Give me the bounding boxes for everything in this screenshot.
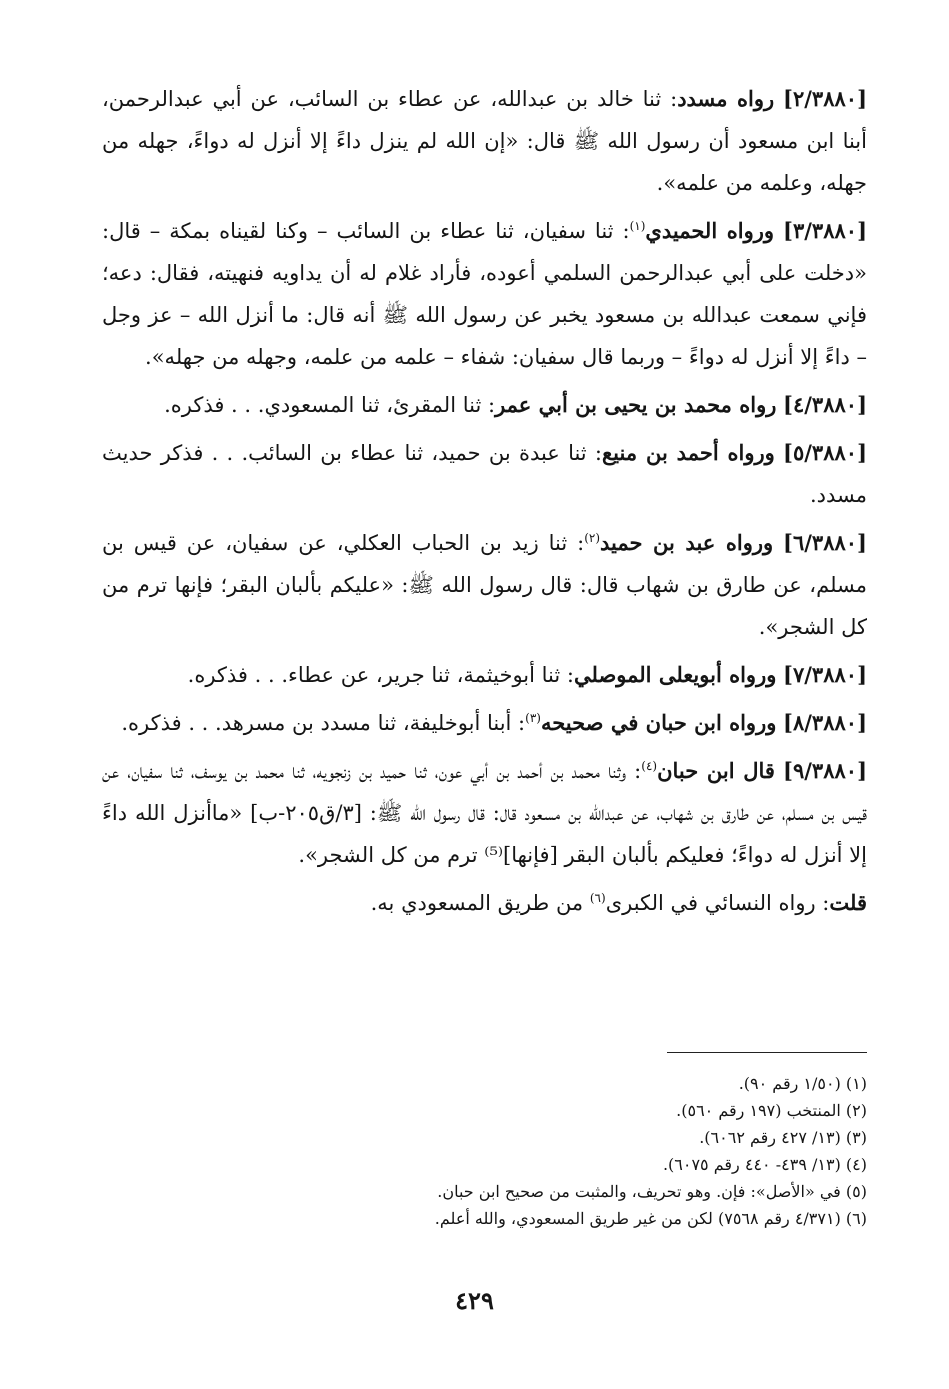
- entry-7: [102, 654, 867, 696]
- entry-text: : ثنا خالد بن عبدالله، عن عطاء بن السائب، عن أبي عبدالرحمن، أبنا ابن مسعود أن رسول الله ﷺ قال: «إن الله لم ينزل داءً إلا أنزل له دواءً، جهله من جهله، وعلمه من علمه».: [102, 87, 867, 195]
- entry-text: : ثنا زيد بن الحباب العكلي، عن سفيان، عن قيس بن مسلم، عن طارق بن شهاب قال: قال رسول الله ﷺ: «عليكم بألبان البقر؛ فإنها ترم من كل الشجر».: [102, 531, 867, 639]
- entry-label: رواه مسدد: [677, 86, 775, 111]
- entry-label: ورواه أبويعلى الموصلي: [574, 662, 777, 687]
- entry-ref: [٥/٣٨٨٠]: [783, 440, 867, 465]
- entry-ref: [٢/٣٨٨٠]: [783, 86, 867, 111]
- entry-label: ورواه عبد بن حميد: [600, 530, 774, 555]
- entry-ref: [٨/٣٨٨٠]: [783, 710, 867, 735]
- entry-ref: [٦/٣٨٨٠]: [783, 530, 867, 555]
- entry-4: [102, 384, 867, 426]
- footnote-separator: [667, 1052, 867, 1053]
- footnote-2: (٢) المنتخب (١٩٧ رقم ٥٦٠).: [676, 1101, 867, 1120]
- entry-text: : ثنا أبوخيثمة، ثنا جرير، عن عطاء. . . فذكره.: [187, 663, 574, 687]
- comment-label: قلت: [829, 890, 867, 915]
- footnote-4: (٤) (١٣/ ٤٣٩- ٤٤٠ رقم ٦٠٧٥).: [662, 1155, 867, 1174]
- entry-text: : أبنا أبوخليفة، ثنا مسدد بن مسرهد. . . فذكره.: [121, 711, 526, 735]
- footnote-marker[interactable]: (٦): [589, 891, 606, 905]
- footnote-1: (١) (١/٥٠ رقم ٩٠).: [738, 1074, 867, 1093]
- entry-text: : ثنا سفيان، ثنا عطاء بن السائب – وكنا لقيناه بمكة – قال: «دخلت على أبي عبدالرحمن السلمي أعوده، فأراد غلام له أن يداويه فنهيته، فقال: دعه؛ فإني سمعت عبدالله بن مسعود يخبر عن رسول الله ﷺ أنه قال: ما أنزل الله – عز وجل – داءً إلا أنزل له دواءً – وربما قال سفيان: شفاء – علمه من علمه، وجهله من جهله».: [102, 219, 867, 369]
- page-number: ٤٢٩: [455, 1286, 494, 1315]
- footnote-marker[interactable]: (٣): [525, 711, 541, 725]
- footnote-marker[interactable]: (١): [629, 219, 646, 233]
- entry-ref: [٤/٣٨٨٠]: [783, 392, 867, 417]
- entry-text: : ثنا عبدة بن حميد، ثنا عطاء بن السائب. . . فذكر حديث مسدد.: [102, 441, 867, 507]
- footnote-6: (٦) (٤/٣٧١ رقم ٧٥٦٨) لكن من غير طريق المسعودي، والله أعلم.: [434, 1209, 867, 1228]
- entry-9: [102, 750, 867, 876]
- entry-6: [102, 522, 867, 648]
- entry-5: [102, 432, 867, 516]
- footnote-marker[interactable]: (٤): [641, 759, 658, 773]
- entry-text: : وثنا محمد بن أحمد بن أبي عون، ثنا حميد بن زنجويه، ثنا محمد بن يوسف، ثنا سفيان، عن قيس بن مسلم، عن طارق بن شهاب، عن عبدالله بن مسعود قال: قال رسول الله ﷺ: [٣/ق٢٠٥-ب] «ماأنزل الله داءً إلا أنزل له دواءً؛ فعليكم بألبان البقر [فإنها]⁽⁵⁾ ترم من كل الشجر».: [102, 759, 868, 867]
- entry-label: ورواه الحميدي: [645, 218, 775, 243]
- entry-text: : ثنا المقرئ، ثنا المسعودي. . . فذكره.: [164, 393, 496, 417]
- entry-ref: [٣/٣٨٨٠]: [783, 218, 867, 243]
- author-comment: [102, 882, 867, 924]
- footnote-marker[interactable]: (٢): [584, 531, 601, 545]
- entry-label: ورواه أحمد بن منيع: [601, 440, 775, 465]
- footnotes: [102, 1070, 867, 1232]
- footnote-3: (٣) (١٣/ ٤٢٧ رقم ٦٠٦٢).: [699, 1128, 867, 1147]
- entry-label: رواه محمد بن يحيى بن أبي عمر: [495, 392, 777, 417]
- entry-label: ورواه ابن حبان في صحيحه: [540, 710, 777, 735]
- entry-ref: [٧/٣٨٨٠]: [783, 662, 867, 687]
- entry-3: [102, 210, 867, 378]
- entry-label: قال ابن حبان: [657, 758, 775, 783]
- comment-text: : رواه النسائي في الكبرى: [605, 891, 830, 915]
- footnote-5: (٥) في «الأصل»: فإن. وهو تحريف، والمثبت من صحيح ابن حبان.: [437, 1182, 867, 1201]
- main-text: [102, 78, 867, 924]
- entry-2: [102, 78, 867, 204]
- entry-ref: [٩/٣٨٨٠]: [783, 758, 867, 783]
- comment-tail: من طريق المسعودي به.: [370, 891, 590, 915]
- entry-8: [102, 702, 867, 744]
